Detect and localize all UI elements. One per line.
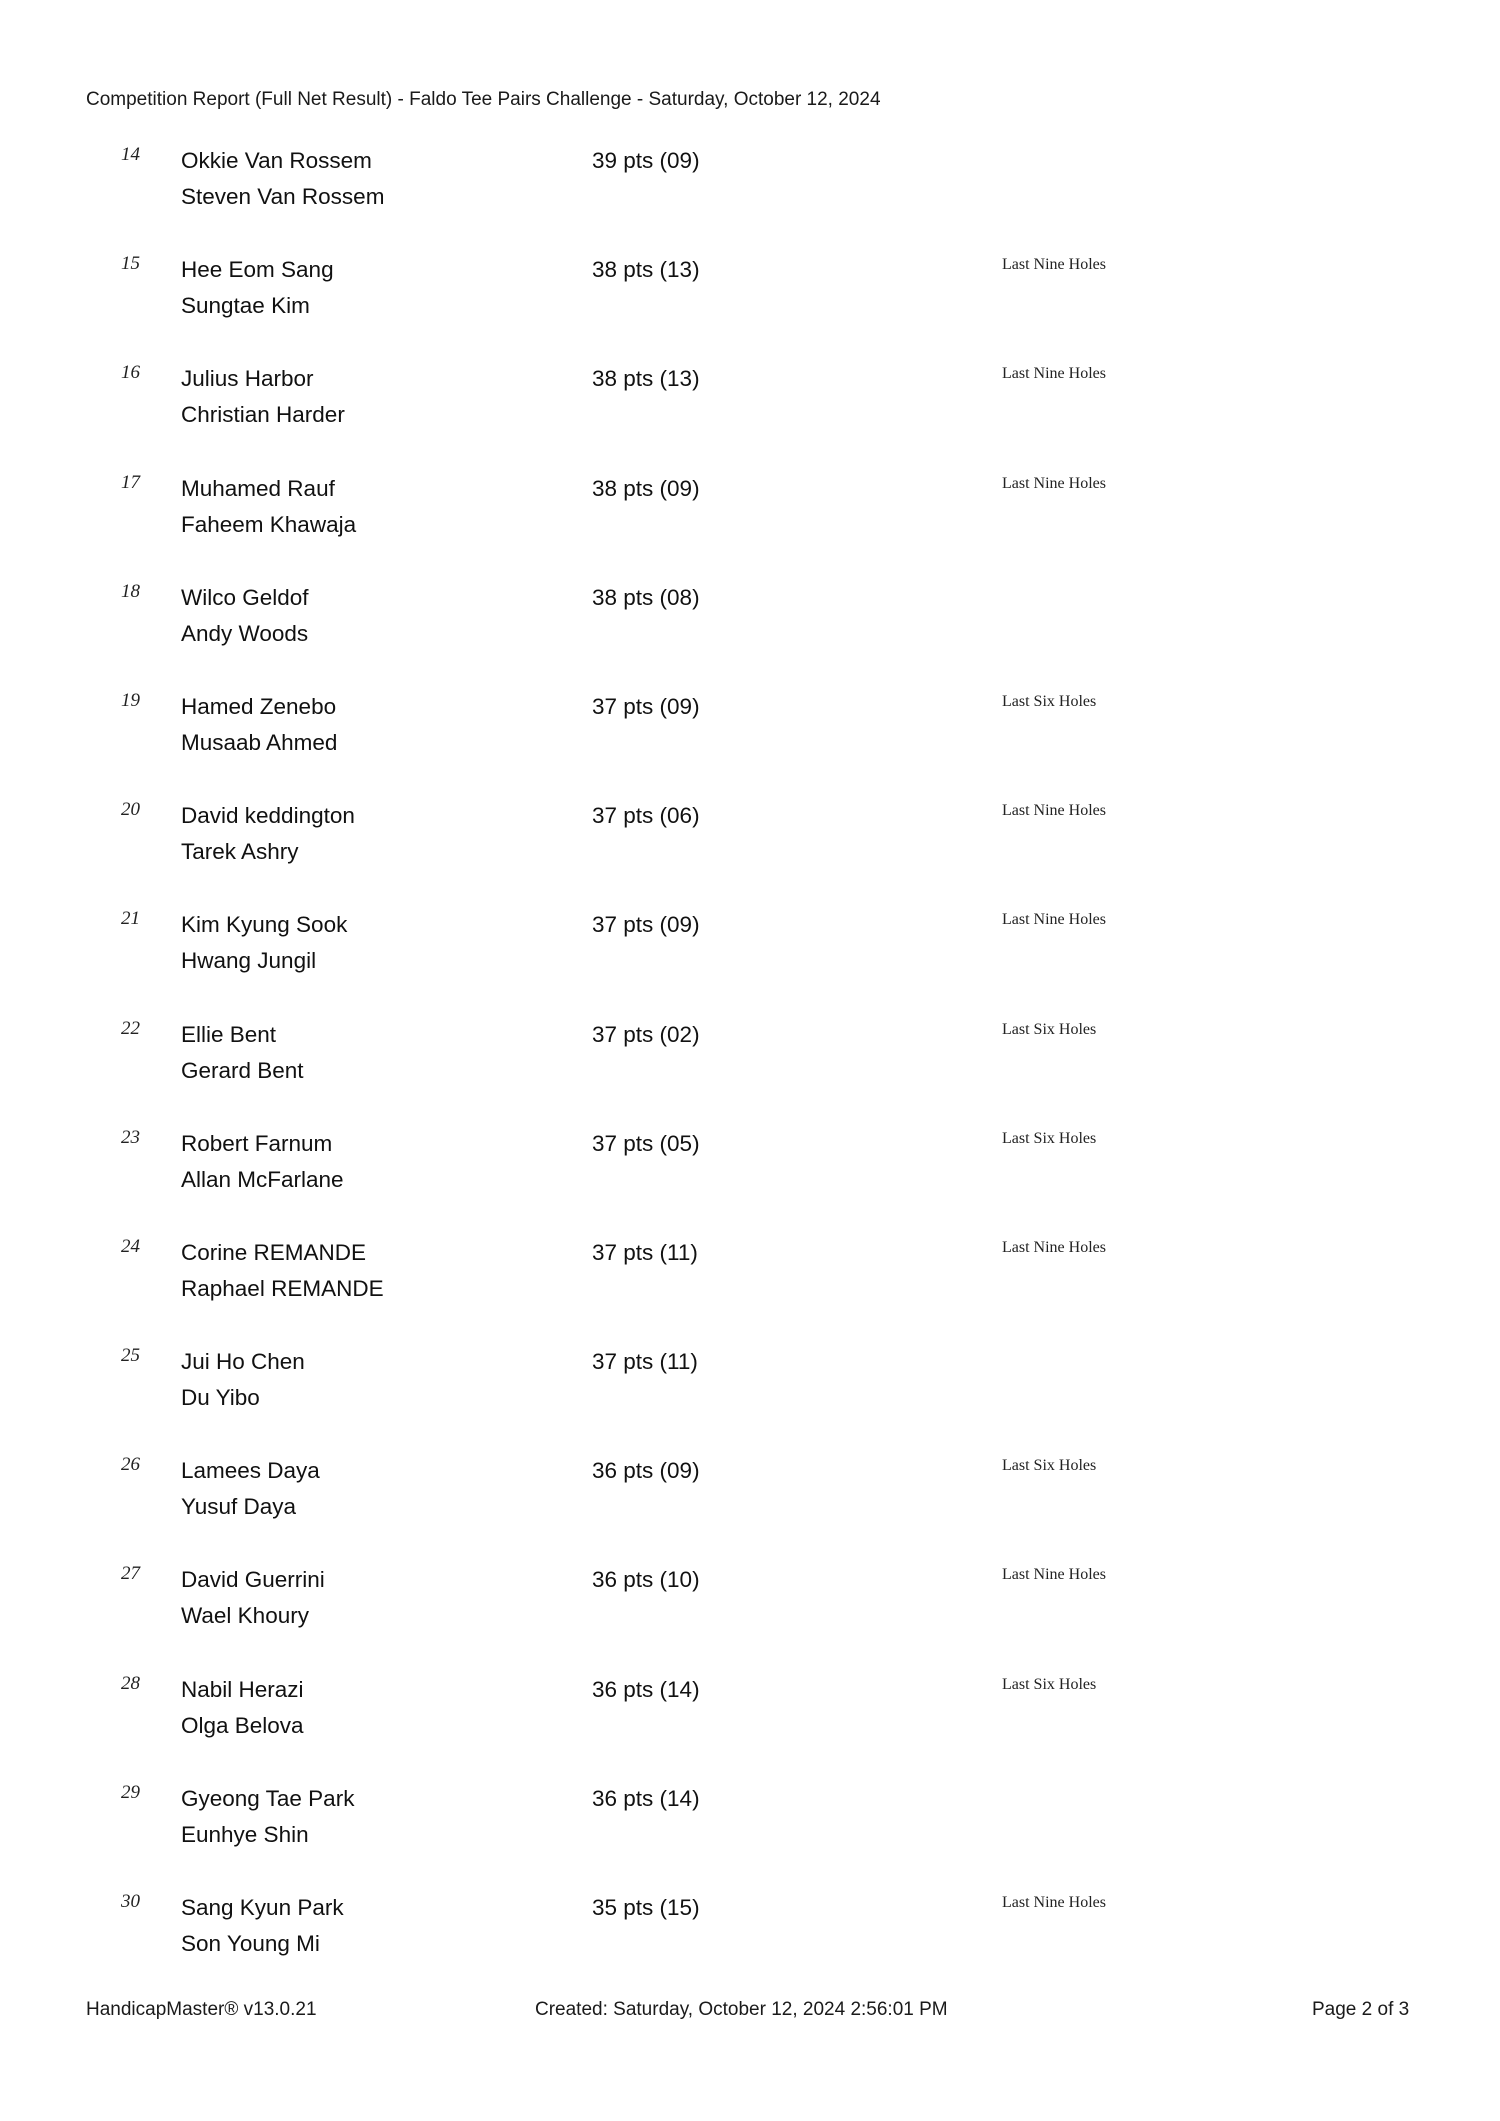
result-entry	[0, 1777, 1500, 1886]
entry-position: 21	[121, 908, 140, 930]
player-1-name: Hee Eom Sang	[181, 257, 334, 283]
entry-position: 15	[121, 253, 140, 275]
player-1-name: Nabil Herazi	[181, 1676, 304, 1702]
result-entry	[0, 1668, 1500, 1777]
pair-names	[181, 689, 337, 761]
created-timestamp: Created: Saturday, October 12, 2024 2:56:01 PM	[535, 1999, 948, 2020]
pair-names	[181, 1126, 344, 1198]
entry-position: 23	[121, 1126, 140, 1148]
player-1-name: Muhamed Rauf	[181, 475, 335, 501]
entry-score: 37 pts (09)	[592, 912, 700, 938]
entry-position: 30	[121, 1891, 140, 1912]
result-entry	[0, 1122, 1500, 1231]
report-title: Competition Report (Full Net Result) - Faldo Tee Pairs Challenge - Saturday, October 12, 2024	[86, 89, 881, 110]
result-entry	[0, 685, 1500, 794]
pair-names	[181, 143, 384, 215]
entry-position: 14	[121, 144, 140, 165]
result-entry	[0, 1449, 1500, 1558]
entry-position: 24	[121, 1235, 140, 1257]
entry-score: 36 pts (09)	[592, 1458, 700, 1484]
player-1-name: Kim Kyung Sook	[181, 912, 348, 938]
entry-score: 37 pts (11)	[592, 1349, 698, 1375]
player-1-name: David Guerrini	[181, 1567, 325, 1593]
software-version: HandicapMaster® v13.0.21	[86, 1999, 317, 2020]
entry-position: 20	[121, 799, 140, 821]
player-1-name: David keddington	[181, 803, 355, 829]
player-2-name: Steven Van Rossem	[181, 184, 385, 209]
player-2-name: Raphael REMANDE	[181, 1275, 384, 1301]
player-2-name: Tarek Ashry	[181, 839, 299, 865]
pair-names	[181, 1781, 354, 1853]
entry-score: 39 pts (09)	[592, 148, 700, 173]
results-list	[0, 139, 1500, 1995]
player-2-name: Eunhye Shin	[181, 1821, 309, 1847]
result-entry	[0, 1886, 1500, 1995]
result-entry	[0, 903, 1500, 1012]
player-1-name: Jui Ho Chen	[181, 1349, 305, 1375]
countback-note: Last Nine Holes	[1002, 474, 1106, 492]
countback-note: Last Six Holes	[1002, 1457, 1097, 1475]
entry-position: 26	[121, 1454, 140, 1476]
entry-position: 17	[121, 471, 140, 493]
player-1-name: Robert Farnum	[181, 1130, 333, 1156]
countback-note: Last Nine Holes	[1002, 365, 1106, 383]
entry-position: 18	[121, 580, 140, 602]
countback-note: Last Six Holes	[1002, 1675, 1097, 1693]
entry-score: 37 pts (06)	[592, 803, 700, 829]
entry-position: 28	[121, 1672, 140, 1694]
player-1-name: Hamed Zenebo	[181, 693, 337, 719]
entry-score: 37 pts (05)	[592, 1130, 700, 1156]
result-entry	[0, 467, 1500, 576]
result-entry	[0, 1231, 1500, 1340]
pair-names	[181, 1453, 320, 1525]
player-2-name: Christian Harder	[181, 402, 345, 428]
entry-score: 38 pts (13)	[592, 366, 700, 392]
player-1-name: Ellie Bent	[181, 1021, 277, 1047]
player-1-name: Corine REMANDE	[181, 1239, 367, 1265]
player-2-name: Yusuf Daya	[181, 1494, 297, 1520]
result-entry	[0, 794, 1500, 903]
result-entry	[0, 139, 1500, 248]
entry-score: 37 pts (02)	[592, 1021, 700, 1047]
entry-position: 22	[121, 1017, 140, 1039]
result-entry	[0, 1340, 1500, 1449]
entry-score: 38 pts (09)	[592, 475, 700, 501]
player-1-name: Sang Kyun Park	[181, 1895, 344, 1920]
page-number: Page 2 of 3	[1312, 1999, 1410, 2020]
pair-names	[181, 907, 347, 979]
countback-note: Last Nine Holes	[1002, 911, 1106, 929]
countback-note: Last Nine Holes	[1002, 1894, 1106, 1911]
player-2-name: Gerard Bent	[181, 1057, 304, 1083]
countback-note: Last Six Holes	[1002, 1020, 1097, 1038]
result-entry	[0, 357, 1500, 466]
countback-note: Last Nine Holes	[1002, 1238, 1106, 1256]
player-2-name: Du Yibo	[181, 1385, 260, 1411]
entry-score: 37 pts (11)	[592, 1239, 698, 1265]
entry-score: 36 pts (14)	[592, 1676, 700, 1702]
entry-score: 36 pts (14)	[592, 1785, 700, 1811]
entry-position: 19	[121, 689, 140, 711]
player-1-name: Lamees Daya	[181, 1458, 320, 1484]
pair-names	[181, 471, 356, 543]
pair-names	[181, 1672, 304, 1744]
player-1-name: Julius Harbor	[181, 366, 314, 392]
countback-note: Last Nine Holes	[1002, 1566, 1106, 1584]
pair-names	[181, 580, 309, 652]
countback-note: Last Nine Holes	[1002, 802, 1106, 820]
entry-score: 38 pts (13)	[592, 257, 700, 283]
entry-score: 37 pts (09)	[592, 693, 700, 719]
entry-position: 16	[121, 362, 140, 384]
player-2-name: Sungtae Kim	[181, 293, 310, 319]
pair-names	[181, 252, 334, 324]
result-entry	[0, 1558, 1500, 1667]
pair-names	[181, 1017, 304, 1089]
result-entry	[0, 248, 1500, 357]
player-1-name: Wilco Geldof	[181, 584, 309, 610]
player-2-name: Olga Belova	[181, 1712, 304, 1738]
player-2-name: Hwang Jungil	[181, 948, 317, 974]
pair-names	[181, 798, 355, 870]
entry-position: 29	[121, 1781, 140, 1803]
player-2-name: Allan McFarlane	[181, 1166, 344, 1192]
pair-names	[181, 1562, 325, 1634]
entry-score: 38 pts (08)	[592, 584, 700, 610]
pair-names	[181, 361, 345, 433]
player-2-name: Wael Khoury	[181, 1603, 309, 1629]
entry-position: 27	[121, 1563, 140, 1585]
player-2-name: Faheem Khawaja	[181, 511, 357, 537]
pair-names	[181, 1344, 305, 1416]
result-entry	[0, 1013, 1500, 1122]
countback-note: Last Nine Holes	[1002, 256, 1106, 274]
player-1-name: Okkie Van Rossem	[181, 148, 372, 173]
player-2-name: Son Young Mi	[181, 1931, 320, 1956]
countback-note: Last Six Holes	[1002, 692, 1097, 710]
pair-names	[181, 1890, 344, 1962]
countback-note: Last Six Holes	[1002, 1129, 1097, 1147]
result-entry	[0, 576, 1500, 685]
player-1-name: Gyeong Tae Park	[181, 1785, 355, 1811]
entry-position: 25	[121, 1345, 140, 1367]
pair-names	[181, 1235, 384, 1307]
player-2-name: Musaab Ahmed	[181, 729, 338, 755]
entry-score: 35 pts (15)	[592, 1895, 700, 1920]
entry-score: 36 pts (10)	[592, 1567, 700, 1593]
player-2-name: Andy Woods	[181, 620, 309, 646]
